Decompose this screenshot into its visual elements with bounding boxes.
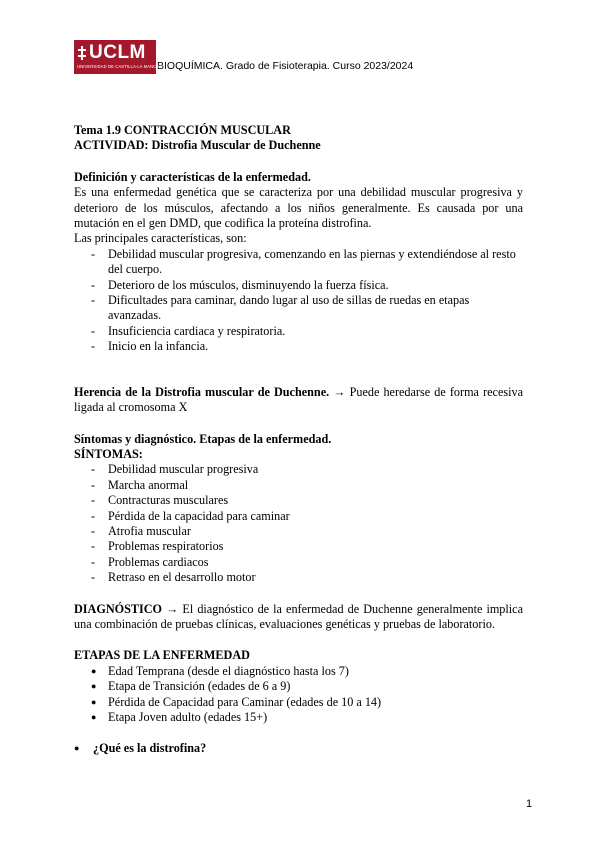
logo-subtext: UNIVERSIDAD DE CASTILLA-LA MANCHA xyxy=(77,64,163,69)
list-item: - Atrofia muscular xyxy=(91,523,191,538)
uclm-emblem-icon xyxy=(77,46,87,60)
definition-heading: Definición y características de la enfermedad. xyxy=(74,169,311,184)
list-item: - Retraso en el desarrollo motor xyxy=(91,570,256,585)
list-item: - Contracturas musculares xyxy=(91,493,229,508)
inheritance-text: → Puede heredarse de forma recesiva ligada al cromosoma X xyxy=(74,384,523,415)
list-item: ● Etapa Joven adulto (edades 15+) xyxy=(91,710,268,724)
list-item: ● Edad Temprana (desde el diagnóstico hasta los 7) xyxy=(91,663,349,678)
characteristics-list xyxy=(74,247,523,355)
page-number: 1 xyxy=(526,798,533,810)
diagnosis-text: → El diagnóstico de la enfermedad de Duchenne generalmente implica una combinación de pruebas clínicas, evaluaciones genéticas y pruebas de laboratorio. xyxy=(74,601,523,631)
course-header: BIOQUÍMICA. Grado de Fisioterapia. Curso 2023/2024 xyxy=(157,60,414,72)
title-line-2: ACTIVIDAD: Distrofia Muscular de Duchenne xyxy=(74,138,321,153)
list-item: - Inicio en la infancia. xyxy=(91,339,209,354)
definition-paragraph: Es una enfermedad genética que se caracteriza por una debilidad muscular progresiva y deterioro de los músculos, afectando a los niños generalmente. Es causada por una mutación en el gen DMD, que codifica la proteína distrofina. xyxy=(74,185,523,231)
list-item: - Deterioro de los músculos, disminuyendo la fuerza física. xyxy=(91,277,389,292)
list-item: ● Etapa de Transición (edades de 6 a 9) xyxy=(91,679,291,694)
list-item: - Insuficiencia cardiaca y respiratoria. xyxy=(91,323,286,338)
symptoms-list xyxy=(74,462,523,585)
list-item: - Debilidad muscular progresiva, comenzando en las piernas y extendiéndose al resto del cuerpo. xyxy=(91,246,516,277)
list-item: - Debilidad muscular progresiva xyxy=(91,462,259,477)
characteristics-intro: Las principales características, son: xyxy=(74,231,247,246)
inheritance-paragraph xyxy=(74,385,523,416)
bullet-icon: ● xyxy=(91,696,97,707)
bullet-icon: ● xyxy=(91,681,97,692)
bullet-icon: ● xyxy=(91,665,97,676)
list-item: - Problemas cardiacos xyxy=(91,554,209,569)
stages-list xyxy=(74,664,523,726)
list-item: ● Pérdida de Capacidad para Caminar (edades de 10 a 14) xyxy=(91,694,382,709)
uclm-logo xyxy=(74,40,163,74)
document-body xyxy=(74,123,523,757)
list-item: - Dificultades para caminar, dando lugar al uso de sillas de ruedas en etapas avanzadas. xyxy=(91,293,470,323)
page-header xyxy=(74,40,413,74)
diagnosis-label: DIAGNÓSTICO xyxy=(74,601,163,616)
inheritance-heading: Herencia de la Distrofia muscular de Duchenne. xyxy=(74,384,330,399)
symptoms-heading: Síntomas y diagnóstico. Etapas de la enfermedad. xyxy=(74,431,332,446)
diagnosis-paragraph xyxy=(74,602,523,633)
list-item: - Problemas respiratorios xyxy=(91,539,224,554)
symptoms-subheading: SÍNTOMAS: xyxy=(74,446,143,461)
bullet-icon: ● xyxy=(91,712,97,722)
logo-text: UCLM xyxy=(89,42,146,63)
bullet-icon: ● xyxy=(74,743,80,754)
title-line-1: Tema 1.9 CONTRACCIÓN MUSCULAR xyxy=(74,123,291,137)
list-item: - Pérdida de la capacidad para caminar xyxy=(91,508,290,523)
question-heading: ● ¿Qué es la distrofina? xyxy=(74,741,207,756)
list-item: - Marcha anormal xyxy=(91,477,189,492)
stages-heading: ETAPAS DE LA ENFERMEDAD xyxy=(74,648,250,663)
